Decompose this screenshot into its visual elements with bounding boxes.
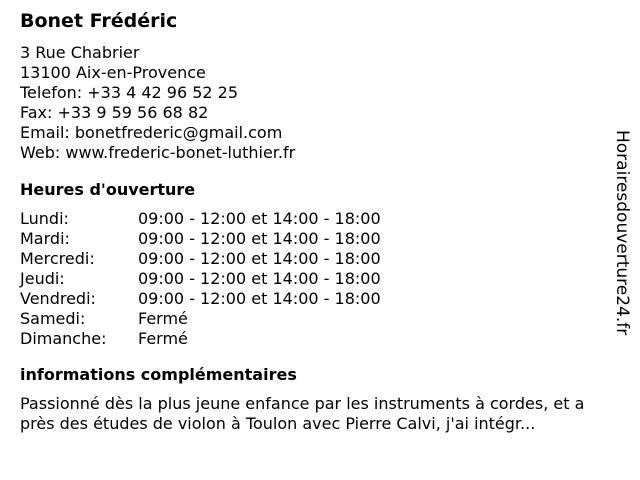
day-label: Dimanche: <box>20 329 107 348</box>
hours-row-saturday <box>20 309 620 329</box>
hours-row-monday <box>20 209 620 229</box>
day-hours: 09:00 - 12:00 et 14:00 - 18:00 <box>138 209 381 228</box>
day-label: Vendredi: <box>20 289 96 308</box>
day-label: Jeudi: <box>20 269 65 288</box>
contact-block <box>20 43 620 163</box>
opening-hours-table <box>20 209 620 349</box>
day-hours: 09:00 - 12:00 et 14:00 - 18:00 <box>138 249 381 268</box>
site-watermark: Horairesdouverture24.fr <box>612 130 632 336</box>
hours-row-friday <box>20 289 620 309</box>
day-hours: Fermé <box>138 309 188 328</box>
day-label: Samedi: <box>20 309 86 328</box>
phone-line: Telefon: +33 4 42 96 52 25 <box>20 83 239 102</box>
address-street: 3 Rue Chabrier <box>20 43 140 62</box>
day-hours: 09:00 - 12:00 et 14:00 - 18:00 <box>138 229 381 248</box>
hours-row-sunday <box>20 329 620 349</box>
additional-info-text: Passionné dès la plus jeune enfance par les instruments à cordes, et a près des études de violon à Toulon avec Pierre Calvi, j'ai intégr... <box>20 394 585 433</box>
fax-line: Fax: +33 9 59 56 68 82 <box>20 103 209 122</box>
website-line: Web: www.frederic-bonet-luthier.fr <box>20 143 296 162</box>
day-label: Mardi: <box>20 229 70 248</box>
hours-row-wednesday <box>20 249 620 269</box>
day-hours: 09:00 - 12:00 et 14:00 - 18:00 <box>138 289 381 308</box>
day-label: Mercredi: <box>20 249 95 268</box>
opening-hours-heading: Heures d'ouverture <box>20 180 196 199</box>
day-hours: Fermé <box>138 329 188 348</box>
day-label: Lundi: <box>20 209 69 228</box>
business-card <box>20 8 620 434</box>
email-line: Email: bonetfrederic@gmail.com <box>20 123 283 142</box>
hours-row-thursday <box>20 269 620 289</box>
address-city: 13100 Aix-en-Provence <box>20 63 206 82</box>
day-hours: 09:00 - 12:00 et 14:00 - 18:00 <box>138 269 381 288</box>
additional-info-heading: informations complémentaires <box>20 365 297 384</box>
hours-row-tuesday <box>20 229 620 249</box>
business-name: Bonet Frédéric <box>20 10 178 32</box>
